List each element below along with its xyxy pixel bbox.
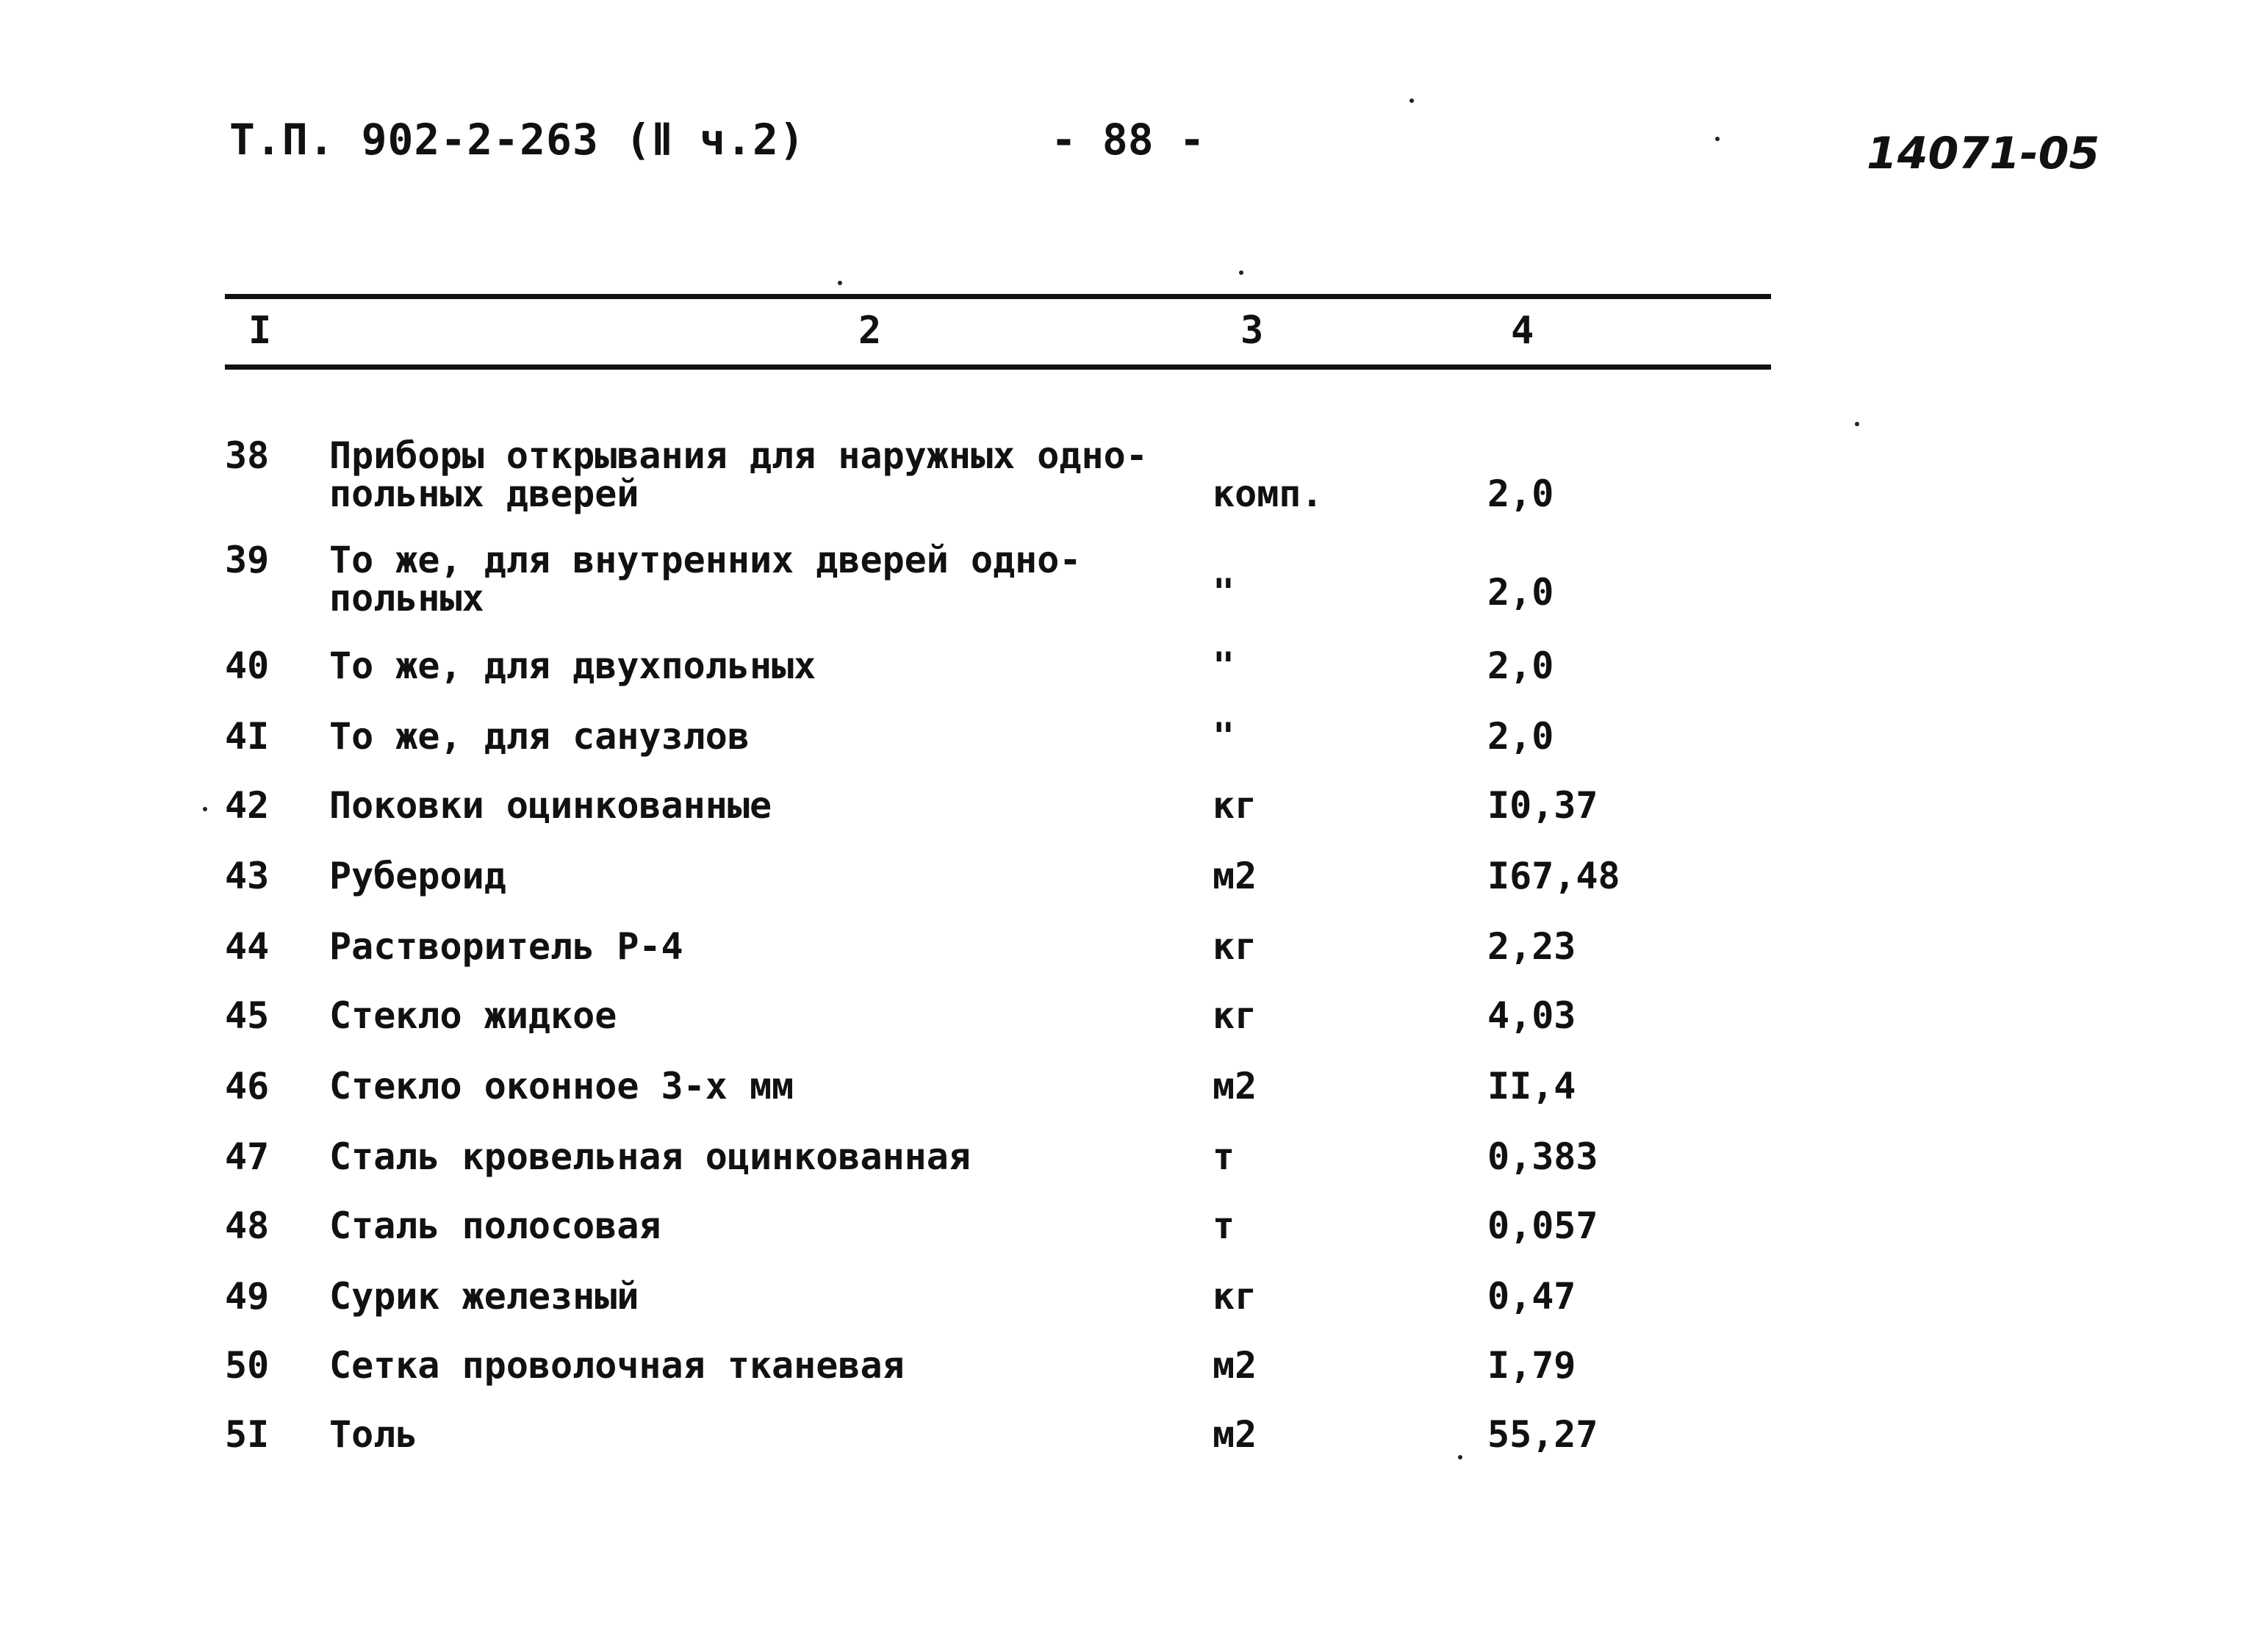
row-name: [329, 644, 816, 687]
row-quantity: 0,383: [1487, 1135, 1598, 1178]
row-unit: кг: [1213, 784, 1257, 827]
column-header-3: 3: [1240, 309, 1264, 353]
row-name: [329, 1415, 417, 1454]
row-unit: т: [1213, 1204, 1235, 1247]
archive-number: 14071-05: [1867, 128, 2100, 179]
row-unit: ": [1213, 715, 1235, 758]
row-name: [329, 927, 683, 966]
row-name: [329, 434, 1148, 515]
row-name: [329, 1135, 971, 1178]
column-header-2: 2: [858, 309, 882, 353]
row-quantity: 2,0: [1487, 644, 1554, 687]
row-name-line: Поковки оцинкованные: [329, 784, 772, 827]
row-number: 44: [225, 925, 270, 968]
row-unit: т: [1213, 1135, 1235, 1178]
row-number: 4I: [225, 715, 270, 758]
row-name: [329, 996, 617, 1035]
row-unit: кг: [1213, 994, 1257, 1037]
row-name-line: Сурик железный: [329, 1275, 639, 1318]
row-name-line: Стекло оконное 3-х мм: [329, 1065, 794, 1107]
row-name-line: Рубероид: [329, 855, 506, 897]
scan-speck: [1715, 137, 1720, 141]
row-number: 42: [225, 784, 270, 827]
row-unit: комп.: [1213, 473, 1324, 515]
row-name-line: То же, для внутренних дверей одно-: [329, 539, 1082, 581]
row-name: [329, 857, 506, 895]
row-number: 46: [225, 1065, 270, 1107]
page-number: - 88 -: [1051, 115, 1205, 165]
row-quantity: I0,37: [1487, 784, 1598, 827]
row-name-line: Растворитель Р-4: [329, 925, 683, 968]
row-name-line: Приборы открывания для наружных одно-: [329, 434, 1148, 477]
row-quantity: 2,23: [1487, 925, 1576, 968]
row-quantity: 55,27: [1487, 1413, 1598, 1456]
row-quantity: 2,0: [1487, 473, 1554, 515]
row-name: [329, 715, 750, 758]
row-quantity: 2,0: [1487, 571, 1554, 614]
row-number: 43: [225, 855, 270, 897]
row-name-line: Сталь кровельная оцинкованная: [329, 1135, 971, 1178]
row-name-line: Стекло жидкое: [329, 994, 617, 1037]
row-name-line: То же, для санузлов: [329, 715, 750, 758]
scan-speck: [1458, 1455, 1462, 1459]
row-unit: м2: [1213, 1413, 1257, 1456]
row-name: [329, 1346, 905, 1385]
row-unit: м2: [1213, 1065, 1257, 1107]
scan-speck: [203, 807, 207, 811]
row-name-line: Сетка проволочная тканевая: [329, 1344, 905, 1387]
column-header-1: I: [248, 309, 272, 353]
row-number: 38: [225, 434, 270, 477]
row-name: [329, 1067, 794, 1105]
row-name: [329, 1204, 661, 1247]
row-quantity: I67,48: [1487, 855, 1620, 897]
row-unit: кг: [1213, 925, 1257, 968]
row-quantity: II,4: [1487, 1065, 1576, 1107]
scan-speck: [1239, 270, 1243, 275]
row-name-line: То же, для двухпольных: [329, 644, 816, 687]
row-quantity: 0,47: [1487, 1275, 1576, 1318]
row-quantity: 0,057: [1487, 1204, 1598, 1247]
row-unit: ": [1213, 644, 1235, 687]
row-number: 48: [225, 1204, 270, 1247]
row-unit: м2: [1213, 1344, 1257, 1387]
scan-speck: [838, 281, 842, 285]
row-name-line: польных дверей: [329, 473, 639, 515]
row-number: 47: [225, 1135, 270, 1178]
scan-speck: [1855, 422, 1859, 426]
row-unit: кг: [1213, 1275, 1257, 1318]
scan-speck: [1409, 98, 1414, 103]
document-reference: Т.П. 902-2-263 (Ⅱ ч.2): [229, 115, 805, 165]
row-name: [329, 786, 772, 825]
row-name: [329, 1275, 639, 1318]
row-number: 39: [225, 539, 270, 581]
column-header-4: 4: [1511, 309, 1534, 353]
row-quantity: I,79: [1487, 1344, 1576, 1387]
row-name-line: Толь: [329, 1413, 418, 1456]
row-number: 45: [225, 994, 270, 1037]
row-name-line: Сталь полосовая: [329, 1204, 661, 1247]
row-number: 5I: [225, 1413, 270, 1456]
row-number: 50: [225, 1344, 270, 1387]
row-unit: м2: [1213, 855, 1257, 897]
row-number: 49: [225, 1275, 270, 1318]
row-name: [329, 539, 1082, 620]
row-name-line: польных: [329, 577, 484, 620]
row-unit: ": [1213, 571, 1235, 614]
row-quantity: 2,0: [1487, 715, 1554, 758]
row-quantity: 4,03: [1487, 994, 1576, 1037]
row-number: 40: [225, 644, 270, 687]
